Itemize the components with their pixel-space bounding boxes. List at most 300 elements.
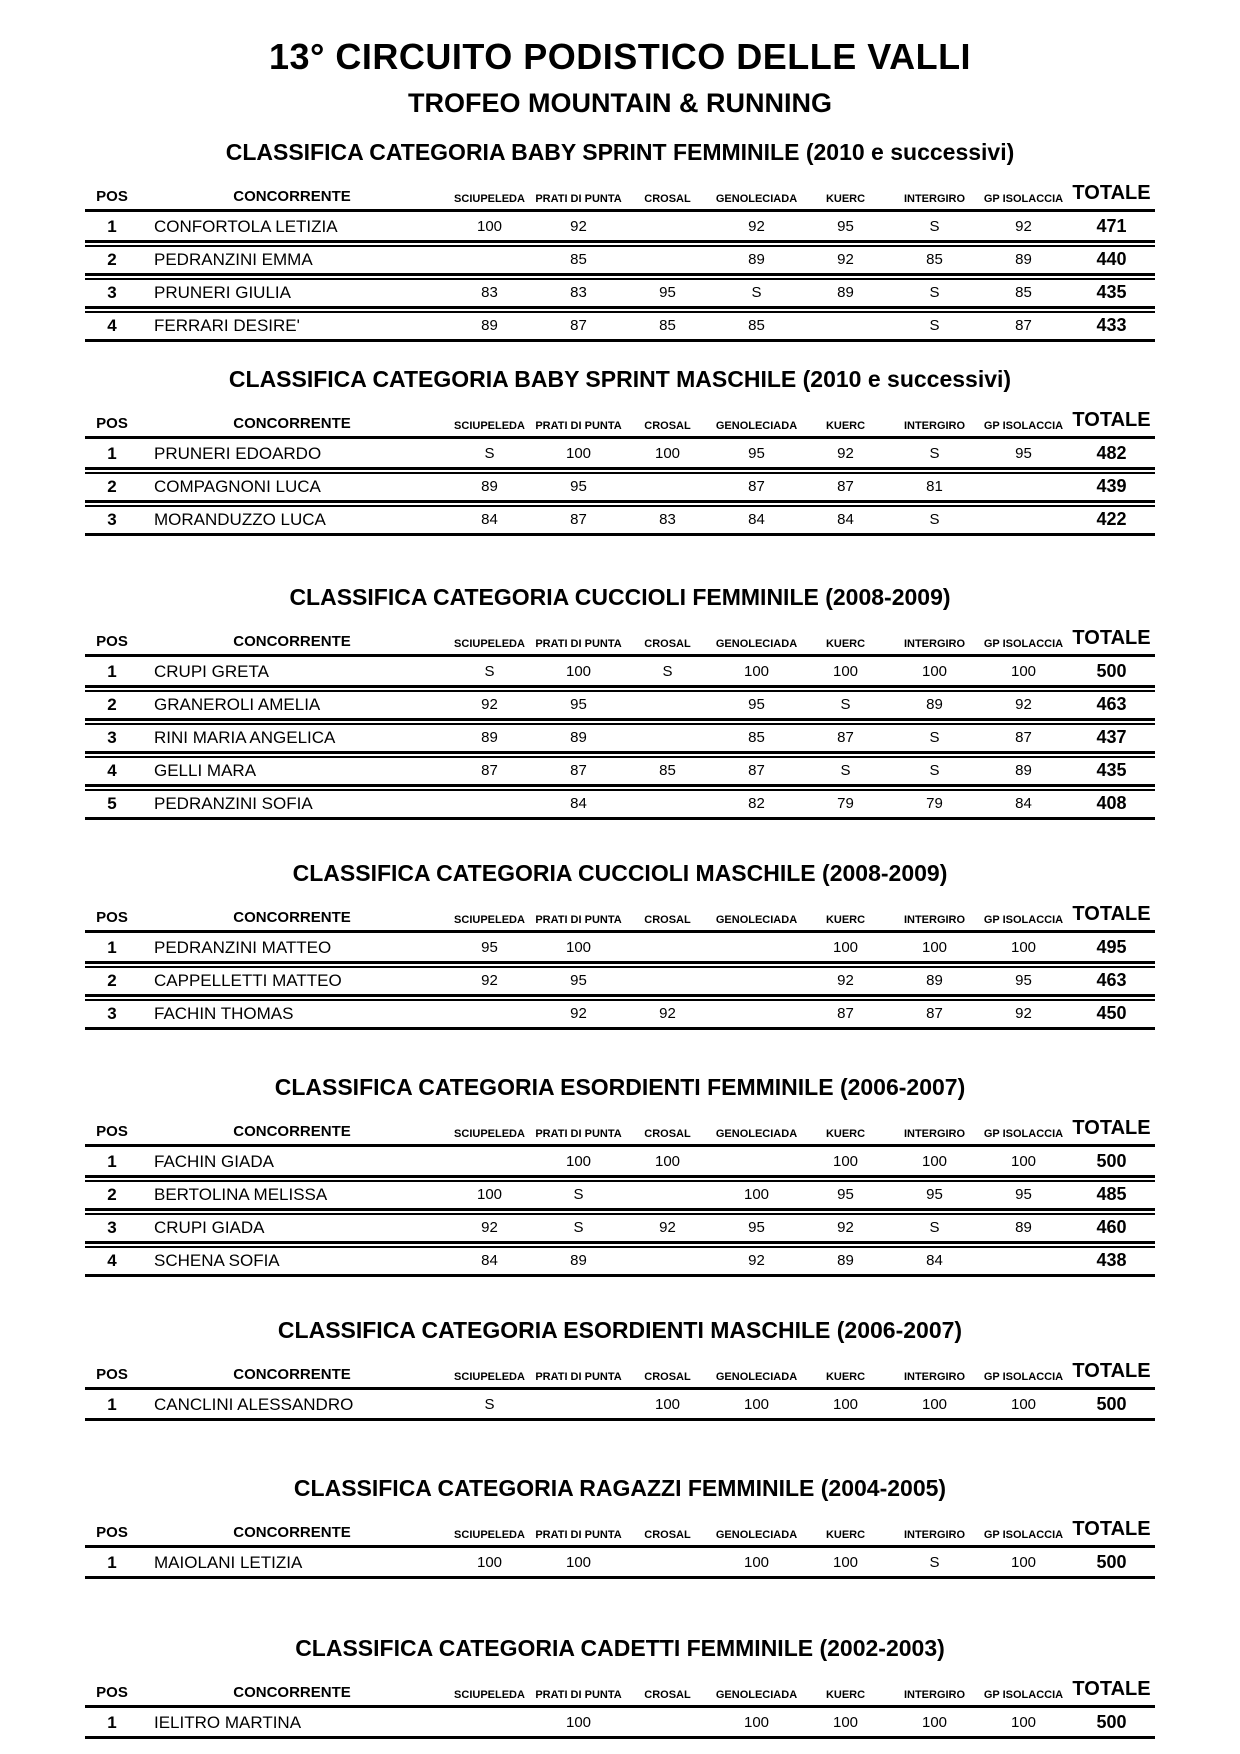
- score-cell: 84: [890, 1246, 979, 1277]
- classification-section: [85, 1317, 1155, 1423]
- position-cell: 1: [85, 1149, 139, 1178]
- column-header-race: PRATI DI PUNTA: [534, 180, 623, 212]
- score-cell: S: [890, 441, 979, 470]
- column-header-race: PRATI DI PUNTA: [534, 1676, 623, 1708]
- column-header-competitor: CONCORRENTE: [139, 180, 445, 212]
- section-title: CLASSIFICA CATEGORIA CUCCIOLI MASCHILE (2008-2009): [292, 860, 948, 886]
- table-body: [85, 1550, 1155, 1579]
- score-cell: S: [801, 690, 890, 721]
- table-row: [85, 472, 1155, 503]
- total-cell: 482: [1068, 441, 1155, 470]
- total-cell: 438: [1068, 1246, 1155, 1277]
- column-header-race: PRATI DI PUNTA: [534, 625, 623, 657]
- position-cell: 1: [85, 935, 139, 964]
- score-cell: [623, 245, 712, 276]
- score-cell: 100: [445, 214, 534, 243]
- score-cell: 100: [534, 441, 623, 470]
- table-header: [85, 407, 1155, 439]
- score-cell: 87: [801, 999, 890, 1030]
- competitor-name-cell: RINI MARIA ANGELICA: [139, 723, 445, 754]
- column-header-race: PRATI DI PUNTA: [534, 1358, 623, 1390]
- column-header-pos: POS: [85, 1676, 139, 1708]
- score-cell: 89: [445, 472, 534, 503]
- score-cell: 95: [534, 966, 623, 997]
- position-cell: 3: [85, 278, 139, 309]
- column-header-competitor: CONCORRENTE: [139, 1358, 445, 1390]
- score-cell: 100: [534, 935, 623, 964]
- total-cell: 485: [1068, 1180, 1155, 1211]
- table-header: [85, 1358, 1155, 1390]
- table-row: [85, 1213, 1155, 1244]
- column-header-race: CROSAL: [623, 1676, 712, 1708]
- column-header-race: SCIUPELEDA: [445, 901, 534, 933]
- score-cell: 92: [623, 1213, 712, 1244]
- results-table: [85, 405, 1155, 538]
- results-table: [85, 899, 1155, 1032]
- score-cell: 85: [534, 245, 623, 276]
- total-cell: 495: [1068, 935, 1155, 964]
- score-cell: 100: [712, 1710, 801, 1739]
- score-cell: 92: [801, 966, 890, 997]
- column-header-competitor: CONCORRENTE: [139, 625, 445, 657]
- score-cell: 95: [623, 278, 712, 309]
- score-cell: [801, 311, 890, 342]
- table-header: [85, 1676, 1155, 1708]
- tables-container: [0, 139, 1240, 1741]
- column-header-race: CROSAL: [623, 901, 712, 933]
- classification-section: [85, 1074, 1155, 1279]
- score-cell: 92: [712, 1246, 801, 1277]
- table-row: [85, 789, 1155, 820]
- position-cell: 1: [85, 659, 139, 688]
- score-cell: 89: [712, 245, 801, 276]
- column-header-race: GP ISOLACCIA: [979, 407, 1068, 439]
- score-cell: 87: [712, 472, 801, 503]
- table-row: [85, 966, 1155, 997]
- score-cell: 92: [801, 441, 890, 470]
- column-header-total: TOTALE: [1068, 1358, 1155, 1390]
- score-cell: [445, 245, 534, 276]
- competitor-name-cell: SCHENA SOFIA: [139, 1246, 445, 1277]
- column-header-race: SCIUPELEDA: [445, 1115, 534, 1147]
- column-header-race: SCIUPELEDA: [445, 180, 534, 212]
- page-subtitle: TROFEO MOUNTAIN & RUNNING: [408, 88, 832, 118]
- position-cell: 3: [85, 999, 139, 1030]
- score-cell: 100: [801, 935, 890, 964]
- column-header-competitor: CONCORRENTE: [139, 901, 445, 933]
- total-cell: 500: [1068, 1710, 1155, 1739]
- column-header-race: KUERC: [801, 1115, 890, 1147]
- score-cell: [623, 1710, 712, 1739]
- score-cell: 95: [445, 935, 534, 964]
- score-cell: 83: [623, 505, 712, 536]
- score-cell: 92: [712, 214, 801, 243]
- score-cell: 89: [445, 723, 534, 754]
- column-header-race: GENOLECIADA: [712, 625, 801, 657]
- column-header-total: TOTALE: [1068, 901, 1155, 933]
- total-cell: 500: [1068, 1149, 1155, 1178]
- section-title: CLASSIFICA CATEGORIA BABY SPRINT FEMMINILE (2010 e successivi): [225, 139, 1015, 165]
- column-header-race: CROSAL: [623, 1358, 712, 1390]
- classification-section: [85, 1635, 1155, 1741]
- score-cell: 100: [801, 1149, 890, 1178]
- column-header-race: KUERC: [801, 180, 890, 212]
- classification-section: [85, 139, 1155, 344]
- score-cell: 95: [534, 472, 623, 503]
- position-cell: 3: [85, 1213, 139, 1244]
- score-cell: S: [890, 311, 979, 342]
- results-table: [85, 1674, 1155, 1741]
- score-cell: 100: [890, 659, 979, 688]
- score-cell: [445, 999, 534, 1030]
- total-cell: 500: [1068, 1550, 1155, 1579]
- section-title: CLASSIFICA CATEGORIA RAGAZZI FEMMINILE (2004-2005): [293, 1475, 947, 1501]
- score-cell: 79: [801, 789, 890, 820]
- position-cell: 4: [85, 756, 139, 787]
- score-cell: 87: [979, 723, 1068, 754]
- table-row: [85, 999, 1155, 1030]
- score-cell: 95: [890, 1180, 979, 1211]
- score-cell: 100: [801, 659, 890, 688]
- column-header-race: GP ISOLACCIA: [979, 1115, 1068, 1147]
- competitor-name-cell: MAIOLANI LETIZIA: [139, 1550, 445, 1579]
- score-cell: 92: [445, 690, 534, 721]
- table-header: [85, 1115, 1155, 1147]
- score-cell: 85: [623, 756, 712, 787]
- column-header-race: KUERC: [801, 1676, 890, 1708]
- total-cell: 408: [1068, 789, 1155, 820]
- column-header-pos: POS: [85, 1358, 139, 1390]
- score-cell: 100: [623, 441, 712, 470]
- column-header-total: TOTALE: [1068, 180, 1155, 212]
- score-cell: 85: [712, 723, 801, 754]
- page-title: 13° CIRCUITO PODISTICO DELLE VALLI: [268, 36, 972, 77]
- total-cell: 422: [1068, 505, 1155, 536]
- column-header-race: KUERC: [801, 407, 890, 439]
- score-cell: 79: [890, 789, 979, 820]
- column-header-race: GENOLECIADA: [712, 1115, 801, 1147]
- results-table: [85, 1356, 1155, 1423]
- column-header-pos: POS: [85, 901, 139, 933]
- score-cell: 92: [979, 999, 1068, 1030]
- score-cell: 87: [801, 472, 890, 503]
- column-header-race: SCIUPELEDA: [445, 407, 534, 439]
- table-row: [85, 214, 1155, 243]
- section-title: CLASSIFICA CATEGORIA CUCCIOLI FEMMINILE (2008-2009): [289, 584, 951, 610]
- score-cell: S: [445, 659, 534, 688]
- table-row: [85, 1550, 1155, 1579]
- total-cell: 437: [1068, 723, 1155, 754]
- classification-section: [85, 860, 1155, 1032]
- score-cell: 92: [623, 999, 712, 1030]
- score-cell: 89: [979, 756, 1068, 787]
- score-cell: 89: [890, 690, 979, 721]
- column-header-total: TOTALE: [1068, 625, 1155, 657]
- score-cell: 81: [890, 472, 979, 503]
- column-header-race: INTERGIRO: [890, 1358, 979, 1390]
- table-body: [85, 1149, 1155, 1277]
- score-cell: 100: [534, 1710, 623, 1739]
- column-header-race: SCIUPELEDA: [445, 625, 534, 657]
- score-cell: 85: [979, 278, 1068, 309]
- total-cell: 471: [1068, 214, 1155, 243]
- total-cell: 463: [1068, 690, 1155, 721]
- score-cell: 84: [801, 505, 890, 536]
- competitor-name-cell: GELLI MARA: [139, 756, 445, 787]
- table-header: [85, 1516, 1155, 1548]
- table-header: [85, 180, 1155, 212]
- total-cell: 435: [1068, 756, 1155, 787]
- position-cell: 1: [85, 214, 139, 243]
- competitor-name-cell: CAPPELLETTI MATTEO: [139, 966, 445, 997]
- score-cell: [445, 789, 534, 820]
- column-header-race: INTERGIRO: [890, 1516, 979, 1548]
- column-header-total: TOTALE: [1068, 1115, 1155, 1147]
- column-header-race: GP ISOLACCIA: [979, 1358, 1068, 1390]
- table-body: [85, 1710, 1155, 1739]
- section-title: CLASSIFICA CATEGORIA ESORDIENTI FEMMINILE (2006-2007): [274, 1074, 966, 1100]
- score-cell: 85: [890, 245, 979, 276]
- table-row: [85, 505, 1155, 536]
- score-cell: 100: [712, 1550, 801, 1579]
- score-cell: S: [445, 441, 534, 470]
- competitor-name-cell: MORANDUZZO LUCA: [139, 505, 445, 536]
- score-cell: [979, 472, 1068, 503]
- score-cell: S: [890, 1550, 979, 1579]
- score-cell: 100: [890, 935, 979, 964]
- score-cell: 100: [979, 1392, 1068, 1421]
- section-title: CLASSIFICA CATEGORIA BABY SPRINT MASCHILE (2010 e successivi): [228, 366, 1012, 392]
- score-cell: 100: [979, 1149, 1068, 1178]
- competitor-name-cell: BERTOLINA MELISSA: [139, 1180, 445, 1211]
- position-cell: 3: [85, 505, 139, 536]
- competitor-name-cell: FACHIN THOMAS: [139, 999, 445, 1030]
- position-cell: 2: [85, 472, 139, 503]
- score-cell: 100: [801, 1710, 890, 1739]
- column-header-total: TOTALE: [1068, 1516, 1155, 1548]
- score-cell: 100: [534, 1149, 623, 1178]
- score-cell: 84: [534, 789, 623, 820]
- score-cell: S: [534, 1213, 623, 1244]
- column-header-competitor: CONCORRENTE: [139, 1676, 445, 1708]
- score-cell: 83: [534, 278, 623, 309]
- score-cell: [979, 1246, 1068, 1277]
- table-row: [85, 311, 1155, 342]
- score-cell: 92: [534, 214, 623, 243]
- score-cell: 89: [534, 723, 623, 754]
- score-cell: [712, 1149, 801, 1178]
- competitor-name-cell: IELITRO MARTINA: [139, 1710, 445, 1739]
- competitor-name-cell: PRUNERI GIULIA: [139, 278, 445, 309]
- score-cell: 95: [534, 690, 623, 721]
- classification-section: [85, 366, 1155, 538]
- total-cell: 450: [1068, 999, 1155, 1030]
- column-header-race: GENOLECIADA: [712, 1676, 801, 1708]
- column-header-race: GP ISOLACCIA: [979, 1516, 1068, 1548]
- table-row: [85, 690, 1155, 721]
- score-cell: 89: [979, 245, 1068, 276]
- column-header-race: KUERC: [801, 1358, 890, 1390]
- total-cell: 463: [1068, 966, 1155, 997]
- score-cell: 95: [979, 441, 1068, 470]
- score-cell: 100: [890, 1710, 979, 1739]
- table-body: [85, 214, 1155, 342]
- score-cell: 87: [534, 505, 623, 536]
- score-cell: [623, 1180, 712, 1211]
- column-header-race: PRATI DI PUNTA: [534, 407, 623, 439]
- total-cell: 435: [1068, 278, 1155, 309]
- column-header-race: GENOLECIADA: [712, 180, 801, 212]
- column-header-race: GENOLECIADA: [712, 1358, 801, 1390]
- column-header-race: SCIUPELEDA: [445, 1516, 534, 1548]
- column-header-race: CROSAL: [623, 1115, 712, 1147]
- results-table: [85, 178, 1155, 344]
- column-header-competitor: CONCORRENTE: [139, 1516, 445, 1548]
- results-table: [85, 623, 1155, 822]
- column-header-competitor: CONCORRENTE: [139, 407, 445, 439]
- score-cell: 95: [801, 1180, 890, 1211]
- competitor-name-cell: CRUPI GRETA: [139, 659, 445, 688]
- score-cell: 95: [801, 214, 890, 243]
- score-cell: 100: [979, 659, 1068, 688]
- table-body: [85, 659, 1155, 820]
- column-header-race: GP ISOLACCIA: [979, 1676, 1068, 1708]
- score-cell: S: [623, 659, 712, 688]
- column-header-race: INTERGIRO: [890, 625, 979, 657]
- position-cell: 2: [85, 245, 139, 276]
- score-cell: 89: [890, 966, 979, 997]
- position-cell: 1: [85, 1710, 139, 1739]
- column-header-race: GP ISOLACCIA: [979, 180, 1068, 212]
- table-row: [85, 659, 1155, 688]
- column-header-race: GENOLECIADA: [712, 407, 801, 439]
- score-cell: 100: [712, 1392, 801, 1421]
- table-row: [85, 723, 1155, 754]
- score-cell: 100: [712, 1180, 801, 1211]
- column-header-race: PRATI DI PUNTA: [534, 901, 623, 933]
- score-cell: S: [712, 278, 801, 309]
- table-row: [85, 1149, 1155, 1178]
- column-header-race: GENOLECIADA: [712, 901, 801, 933]
- competitor-name-cell: PEDRANZINI MATTEO: [139, 935, 445, 964]
- table-body: [85, 441, 1155, 536]
- score-cell: 100: [801, 1550, 890, 1579]
- column-header-race: SCIUPELEDA: [445, 1676, 534, 1708]
- column-header-race: GP ISOLACCIA: [979, 625, 1068, 657]
- section-title: CLASSIFICA CATEGORIA ESORDIENTI MASCHILE (2006-2007): [277, 1317, 963, 1343]
- score-cell: 87: [534, 311, 623, 342]
- results-table: [85, 1514, 1155, 1581]
- score-cell: [623, 723, 712, 754]
- score-cell: [712, 935, 801, 964]
- score-cell: 87: [712, 756, 801, 787]
- classification-section: [85, 584, 1155, 822]
- score-cell: [979, 505, 1068, 536]
- table-body: [85, 935, 1155, 1030]
- score-cell: 84: [979, 789, 1068, 820]
- total-cell: 440: [1068, 245, 1155, 276]
- position-cell: 4: [85, 1246, 139, 1277]
- column-header-race: CROSAL: [623, 625, 712, 657]
- score-cell: 95: [712, 1213, 801, 1244]
- position-cell: 2: [85, 690, 139, 721]
- table-header: [85, 625, 1155, 657]
- score-cell: 100: [890, 1392, 979, 1421]
- column-header-race: SCIUPELEDA: [445, 1358, 534, 1390]
- score-cell: 100: [712, 659, 801, 688]
- score-cell: 84: [712, 505, 801, 536]
- score-cell: [712, 966, 801, 997]
- score-cell: 100: [623, 1149, 712, 1178]
- column-header-competitor: CONCORRENTE: [139, 1115, 445, 1147]
- score-cell: 89: [445, 311, 534, 342]
- score-cell: 92: [979, 214, 1068, 243]
- score-cell: 95: [712, 690, 801, 721]
- score-cell: 95: [979, 1180, 1068, 1211]
- column-header-pos: POS: [85, 1516, 139, 1548]
- column-header-total: TOTALE: [1068, 407, 1155, 439]
- score-cell: 87: [534, 756, 623, 787]
- table-row: [85, 1246, 1155, 1277]
- score-cell: S: [890, 723, 979, 754]
- score-cell: 92: [979, 690, 1068, 721]
- column-header-total: TOTALE: [1068, 1676, 1155, 1708]
- competitor-name-cell: COMPAGNONI LUCA: [139, 472, 445, 503]
- total-cell: 439: [1068, 472, 1155, 503]
- table-row: [85, 1710, 1155, 1739]
- score-cell: 89: [534, 1246, 623, 1277]
- score-cell: 92: [801, 245, 890, 276]
- score-cell: [623, 966, 712, 997]
- position-cell: 4: [85, 311, 139, 342]
- score-cell: S: [890, 756, 979, 787]
- table-body: [85, 1392, 1155, 1421]
- column-header-pos: POS: [85, 1115, 139, 1147]
- score-cell: 82: [712, 789, 801, 820]
- score-cell: 89: [801, 278, 890, 309]
- score-cell: 84: [445, 1246, 534, 1277]
- column-header-race: PRATI DI PUNTA: [534, 1115, 623, 1147]
- table-row: [85, 935, 1155, 964]
- column-header-race: GP ISOLACCIA: [979, 901, 1068, 933]
- score-cell: 83: [445, 278, 534, 309]
- score-cell: 92: [534, 999, 623, 1030]
- position-cell: 1: [85, 1550, 139, 1579]
- score-cell: 100: [979, 935, 1068, 964]
- total-cell: 500: [1068, 1392, 1155, 1421]
- score-cell: [623, 935, 712, 964]
- position-cell: 1: [85, 1392, 139, 1421]
- column-header-race: PRATI DI PUNTA: [534, 1516, 623, 1548]
- score-cell: 100: [979, 1710, 1068, 1739]
- score-cell: [623, 472, 712, 503]
- competitor-name-cell: PEDRANZINI SOFIA: [139, 789, 445, 820]
- competitor-name-cell: CONFORTOLA LETIZIA: [139, 214, 445, 243]
- column-header-race: INTERGIRO: [890, 1676, 979, 1708]
- position-cell: 3: [85, 723, 139, 754]
- score-cell: 87: [979, 311, 1068, 342]
- score-cell: 100: [534, 1550, 623, 1579]
- score-cell: [623, 214, 712, 243]
- score-cell: 85: [623, 311, 712, 342]
- score-cell: S: [890, 505, 979, 536]
- score-cell: [712, 999, 801, 1030]
- column-header-pos: POS: [85, 625, 139, 657]
- column-header-race: KUERC: [801, 1516, 890, 1548]
- score-cell: S: [445, 1392, 534, 1421]
- column-header-race: INTERGIRO: [890, 1115, 979, 1147]
- score-cell: [623, 1246, 712, 1277]
